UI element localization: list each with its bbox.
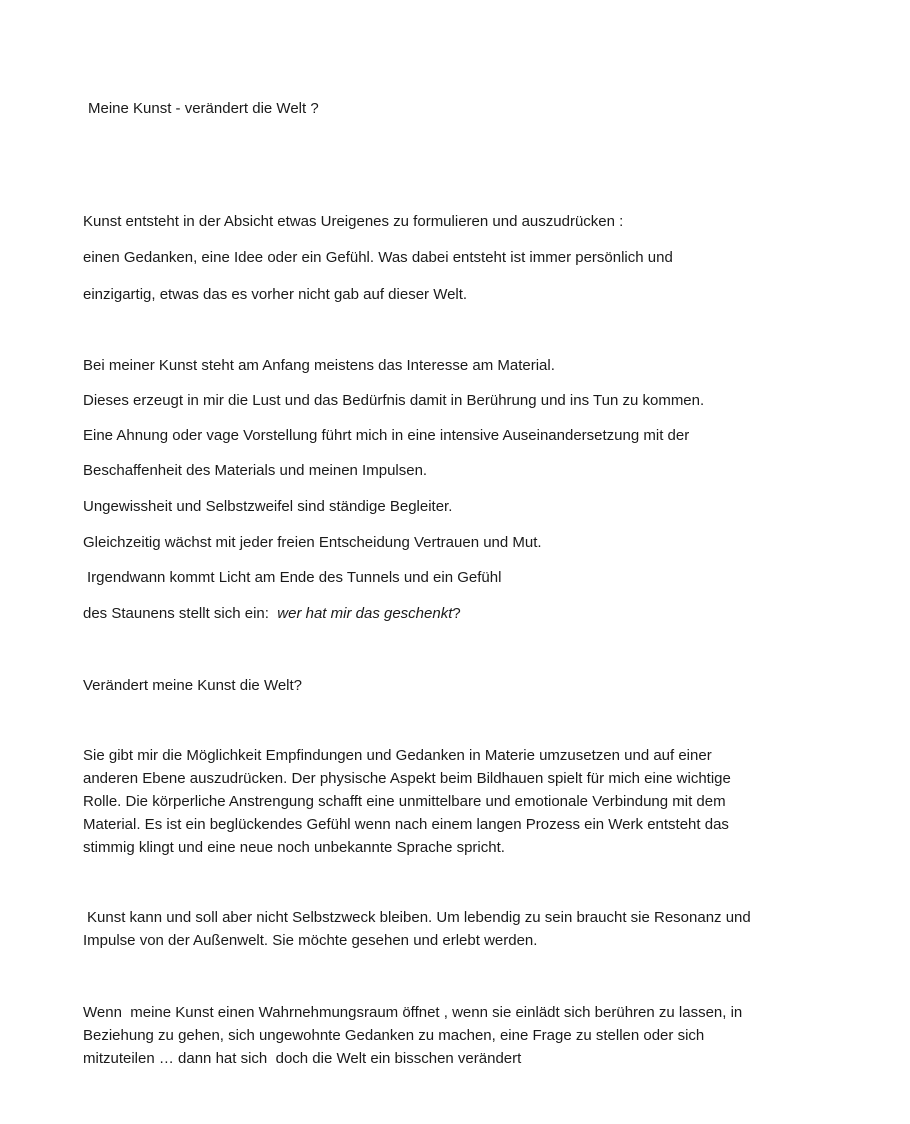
p3-line-5: stimmig klingt und eine neue noch unbekannte Sprache spricht. xyxy=(83,839,505,856)
p3-line-1: Sie gibt mir die Möglichkeit Empfindungen und Gedanken in Materie umzusetzen und auf einer xyxy=(83,747,712,764)
p3-line-4: Material. Es ist ein beglückendes Gefühl wenn nach einem langen Prozess ein Werk entsteht das xyxy=(83,816,729,833)
p5-line-3: mitzuteilen … dann hat sich doch die Welt ein bisschen verändert xyxy=(83,1050,522,1067)
p2-line-2: Dieses erzeugt in mir die Lust und das Bedürfnis damit in Berührung und ins Tun zu kommen. xyxy=(83,392,705,409)
p2-line-1: Bei meiner Kunst steht am Anfang meistens das Interesse am Material. xyxy=(83,357,555,374)
p1-line-2: einen Gedanken, eine Idee oder ein Gefühl. Was dabei entsteht ist immer persönlich und xyxy=(83,249,673,266)
p2-line-4: Beschaffenheit des Materials und meinen Impulsen. xyxy=(83,462,428,479)
p2-line-5: Ungewissheit und Selbstzweifel sind ständige Begleiter. xyxy=(83,498,453,515)
p5-line-1: Wenn meine Kunst einen Wahrnehmungsraum öffnet , wenn sie einlädt sich berühren zu lassen, in xyxy=(83,1004,743,1021)
p2-line-6: Gleichzeitig wächst mit jeder freien Entscheidung Vertrauen und Mut. xyxy=(83,534,542,551)
p2-line-8 xyxy=(83,603,461,625)
p2-line-8-italic: wer hat mir das geschenkt xyxy=(277,605,453,622)
p1-line-3: einzigartig, etwas das es vorher nicht gab auf dieser Welt. xyxy=(83,286,468,303)
p2-line-8-prefix: des Staunens stellt sich ein: xyxy=(83,605,278,622)
p2-line-3: Eine Ahnung oder vage Vorstellung führt mich in eine intensive Auseinandersetzung mit der xyxy=(83,427,690,444)
p4-line-1: Kunst kann und soll aber nicht Selbstzweck bleiben. Um lebendig zu sein braucht sie Resonanz und xyxy=(87,909,751,926)
p4-line-2: Impulse von der Außenwelt. Sie möchte gesehen und erlebt werden. xyxy=(83,932,538,949)
p5-line-2: Beziehung zu gehen, sich ungewohnte Gedanken zu machen, eine Frage zu stellen oder sich xyxy=(83,1027,705,1044)
p3-line-2: anderen Ebene auszudrücken. Der physische Aspekt beim Bildhauen spielt für mich eine wichtige xyxy=(83,770,731,787)
p2-line-8-suffix: ? xyxy=(452,605,461,622)
p1-line-1: Kunst entsteht in der Absicht etwas Ureigenes zu formulieren und auszudrücken : xyxy=(83,213,624,230)
p2-line-7: Irgendwann kommt Licht am Ende des Tunnels und ein Gefühl xyxy=(87,569,502,586)
section-heading: Verändert meine Kunst die Welt? xyxy=(83,677,303,694)
p3-line-3: Rolle. Die körperliche Anstrengung schafft eine unmittelbare und emotionale Verbindung mit dem xyxy=(83,793,726,810)
document-title: Meine Kunst - verändert die Welt ? xyxy=(88,100,319,117)
